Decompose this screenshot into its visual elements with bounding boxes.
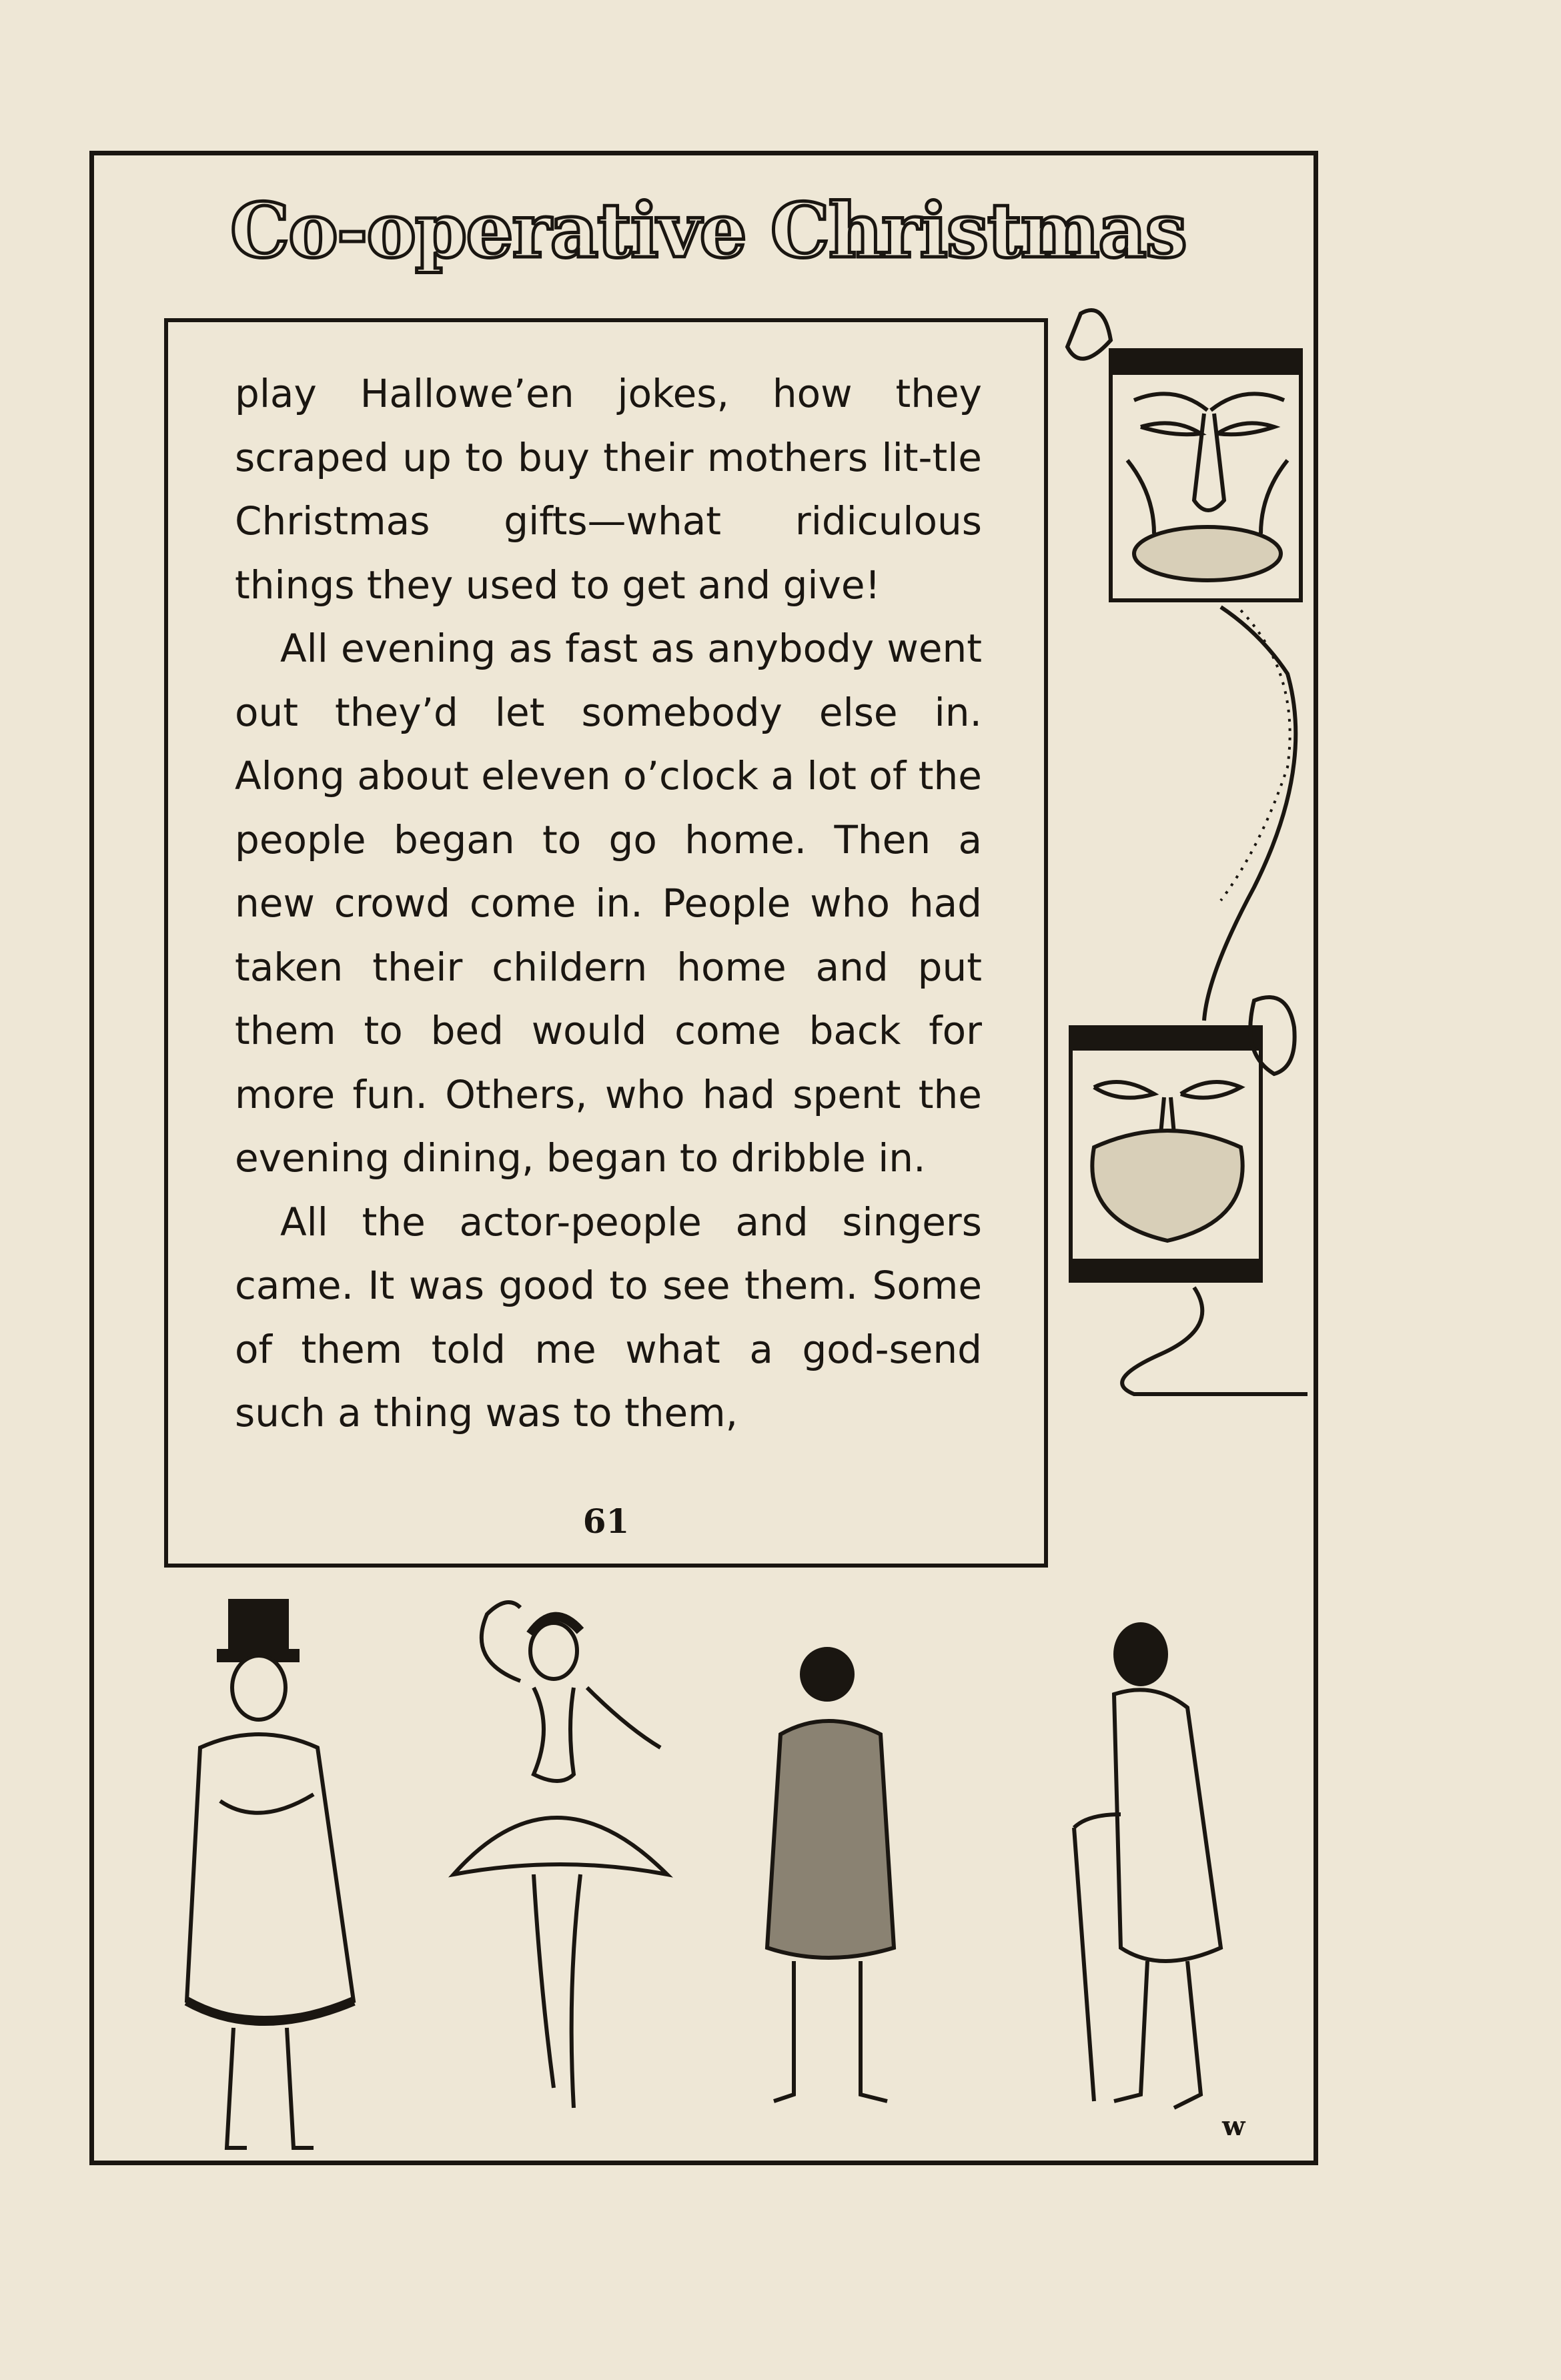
performers-illustration <box>160 1574 1308 2161</box>
ribbon-upper <box>1204 607 1295 1021</box>
ballerina-icon <box>454 1602 667 2108</box>
theatre-masks-illustration <box>1041 300 1308 1401</box>
checkered-coat-figure-icon <box>767 1649 894 2101</box>
paragraph-2: All evening as fast as anybody went out they’d let somebody else in. Along about eleven o’clock a lot of the people began to go home. Then a new crowd come in. People who had taken their childern home and put them to bed would come back for more fun. Others, who had spent the evening dining, began to dribble in. <box>235 626 982 1181</box>
ribbon-lower <box>1122 1287 1308 1394</box>
text-panel <box>164 318 1048 1568</box>
old-man-with-cane-icon <box>1074 1624 1221 2108</box>
body-text <box>235 362 982 1445</box>
artist-signature: w <box>1222 2111 1245 2142</box>
gentleman-in-top-hat-icon <box>187 1601 354 2148</box>
page-number: 61 <box>582 1502 630 1541</box>
comedy-mask-icon <box>1071 997 1295 1281</box>
tragedy-mask-icon <box>1067 310 1301 600</box>
paragraph-3: All the actor-people and singers came. It was good to see them. Some of them told me what a god-send such a thing was to them, <box>235 1199 982 1435</box>
paragraph-1: play Hallowe’en jokes, how they scraped up to buy their mothers lit-tle Christmas gifts—what ridiculous things they used to get and give! <box>235 371 982 608</box>
page-title: Co-operative Christmas <box>230 187 1186 275</box>
